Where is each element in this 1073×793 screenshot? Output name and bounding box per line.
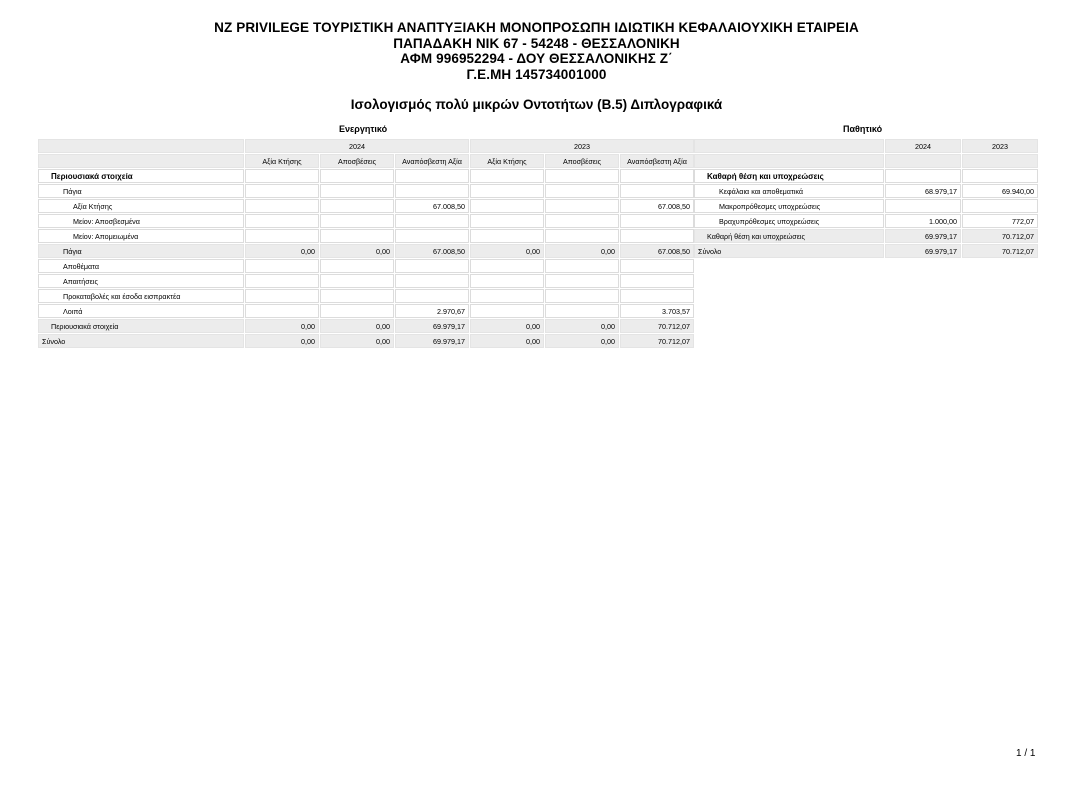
row-label: Βραχυπρόθεσμες υποχρεώσεις [694,214,884,228]
table-row [38,184,694,198]
company-address: ΠΑΠΑΔΑΚΗ ΝΙΚ 67 - 54248 - ΘΕΣΣΑΛΟΝΙΚΗ [393,35,680,51]
cell-value: 772,07 [962,214,1038,228]
table-row [38,274,694,288]
col-net-2023: Αναπόσβεστη Αξία [620,154,694,168]
cell-value: 70.712,07 [962,244,1038,258]
table-row [38,229,694,243]
table-row [694,244,1038,258]
cell-value: 67.008,50 [620,244,694,258]
liabilities-table [693,138,1039,259]
table-row [38,169,694,183]
col-depr-2023: Αποσβέσεις [545,154,619,168]
row-label: Καθαρή θέση και υποχρεώσεις [694,169,884,183]
row-label: Αξία Κτήσης [38,199,244,213]
table-row [694,229,1038,243]
row-label: Σύνολο [694,244,884,258]
cell-value: 68.979,17 [885,184,961,198]
row-label: Περιουσιακά στοιχεία [38,169,244,183]
cell-value: 0,00 [245,319,319,333]
row-label: Μακροπρόθεσμες υποχρεώσεις [694,199,884,213]
cell-value: 0,00 [470,244,544,258]
cell-value [885,199,961,213]
cell-value: 3.703,57 [620,304,694,318]
cell-value: 67.008,50 [620,199,694,213]
table-row [38,319,694,333]
col-depr-2024: Αποσβέσεις [320,154,394,168]
row-label: Σύνολο [38,334,244,348]
cell-value: 70.712,07 [620,334,694,348]
row-label: Απαιτήσεις [38,274,244,288]
cell-value: 0,00 [545,244,619,258]
page-number: 1 / 1 [1016,748,1036,759]
cell-value: 0,00 [545,319,619,333]
row-label: Μείον: Αποσβεσμένα [38,214,244,228]
row-label: Πάγια [38,184,244,198]
assets-year-2024: 2024 [245,139,469,153]
table-row [38,304,694,318]
row-label: Μείον: Απομειωμένα [38,229,244,243]
col-net-2024: Αναπόσβεστη Αξία [395,154,469,168]
cell-value: 2.970,67 [395,304,469,318]
company-gemi: Γ.Ε.ΜΗ 145734001000 [466,66,607,82]
cell-value: 70.712,07 [620,319,694,333]
cell-value: 1.000,00 [885,214,961,228]
cell-value: 0,00 [245,244,319,258]
cell-value: 0,00 [320,319,394,333]
cell-value: 69.979,17 [395,334,469,348]
table-row [38,199,694,213]
liabilities-year-2024: 2024 [885,139,961,153]
row-label: Περιουσιακά στοιχεία [38,319,244,333]
table-row [694,214,1038,228]
assets-corner [38,139,244,153]
cell-value: 70.712,07 [962,229,1038,243]
company-header [0,20,1073,82]
table-row [38,214,694,228]
cell-value: 0,00 [545,334,619,348]
liabilities-corner [694,139,884,153]
cell-value: 67.008,50 [395,244,469,258]
cell-value: 69.979,17 [395,319,469,333]
row-label: Καθαρή θέση και υποχρεώσεις [694,229,884,243]
row-label: Προκαταβολές και έσοδα εισπρακτέα [38,289,244,303]
table-row [38,244,694,258]
document-title: Ισολογισμός πολύ μικρών Οντοτήτων (Β.5) Διπλογραφικά [350,97,723,112]
assets-table [37,138,695,349]
cell-value: 0,00 [470,334,544,348]
cell-value: 0,00 [320,244,394,258]
company-tax-id: ΑΦΜ 996952294 - ΔΟΥ ΘΕΣΣΑΛΟΝΙΚΗΣ Ζ΄ [400,51,673,66]
row-label: Αποθέματα [38,259,244,273]
table-row [38,334,694,348]
row-label: Λοιπά [38,304,244,318]
cell-value: 0,00 [470,319,544,333]
cell-value: 0,00 [245,334,319,348]
cell-value: 69.979,17 [885,244,961,258]
row-label: Κεφάλαια και αποθεματικά [694,184,884,198]
table-row [694,199,1038,213]
table-row [694,184,1038,198]
liabilities-section-title: Παθητικό [843,124,883,134]
liabilities-year-2023: 2023 [962,139,1038,153]
assets-section-title: Ενεργητικό [339,124,388,134]
cell-value: 0,00 [320,334,394,348]
table-row [694,169,1038,183]
cell-value: 69.979,17 [885,229,961,243]
assets-year-2023: 2023 [470,139,694,153]
row-label: Πάγια [38,244,244,258]
cell-value [962,199,1038,213]
cell-value: 67.008,50 [395,199,469,213]
company-name: NZ PRIVILEGE ΤΟΥΡΙΣΤΙΚΗ ΑΝΑΠΤΥΞΙΑΚΗ ΜΟΝΟΠΡΟΣΩΠΗ ΙΔΙΩΤΙΚΗ ΚΕΦΑΛΑΙΟΥΧΙΚΗ ΕΤΑΙΡΕΙΑ [214,20,859,35]
cell-value: 69.940,00 [962,184,1038,198]
table-row [38,289,694,303]
col-cost-2024: Αξία Κτήσης [245,154,319,168]
col-cost-2023: Αξία Κτήσης [470,154,544,168]
table-row [38,259,694,273]
